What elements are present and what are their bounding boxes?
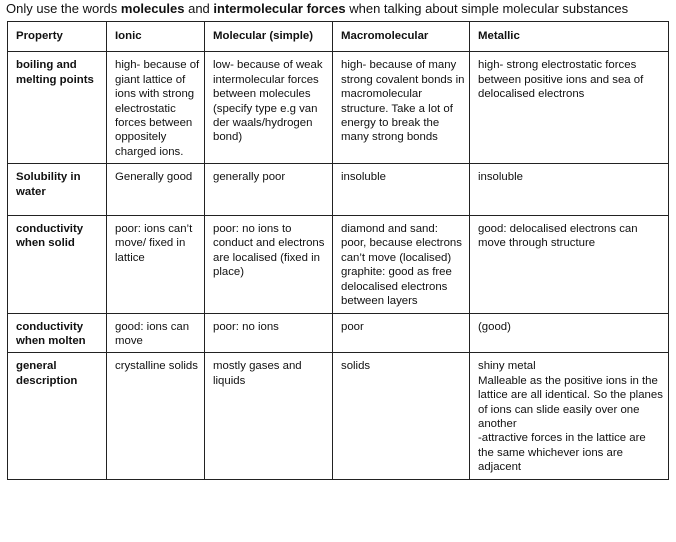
cell-molecular: low- because of weak intermolecular forces between molecules (specify type e.g van der waals/hydrogen bond) — [205, 52, 333, 164]
cell-metallic: high- strong electrostatic forces between positive ions and sea of delocalised electrons — [470, 52, 669, 164]
table-row — [8, 164, 669, 216]
cell-molecular: generally poor — [205, 164, 333, 216]
row-label: Solubility in water — [8, 164, 107, 216]
cell-ionic: Generally good — [107, 164, 205, 216]
cell-macromolecular: insoluble — [333, 164, 470, 216]
cell-metallic: (good) — [470, 313, 669, 353]
cell-molecular: poor: no ions — [205, 313, 333, 353]
table-row — [8, 216, 669, 313]
cell-macromolecular: poor — [333, 313, 470, 353]
cell-molecular: poor: no ions to conduct and electrons are localised (fixed in place) — [205, 216, 333, 313]
cell-metallic: good: delocalised electrons can move through structure — [470, 216, 669, 313]
intro-text-3: when talking about simple molecular substances — [345, 1, 629, 16]
row-label: conductivity when molten — [8, 313, 107, 353]
header-ionic: Ionic — [107, 22, 205, 52]
row-label: conductivity when solid — [8, 216, 107, 313]
row-label: boiling and melting points — [8, 52, 107, 164]
header-metallic: Metallic — [470, 22, 669, 52]
properties-table — [7, 21, 669, 480]
table-row — [8, 313, 669, 353]
header-property: Property — [8, 22, 107, 52]
header-molecular: Molecular (simple) — [205, 22, 333, 52]
row-label: general description — [8, 353, 107, 479]
intro-bold-molecules: molecules — [120, 1, 185, 16]
cell-line: -attractive forces in the lattice are the same whichever ions are adjacent — [478, 432, 646, 474]
cell-metallic — [470, 353, 669, 479]
cell-ionic: crystalline solids — [107, 353, 205, 479]
cell-molecular: mostly gases and liquids — [205, 353, 333, 479]
cell-macromolecular: high- because of many strong covalent bonds in macromolecular structure. Take a lot of energy to break the many strong bonds — [333, 52, 470, 164]
header-row — [8, 22, 669, 52]
cell-line: Malleable as the positive ions in the lattice are all identical. So the planes of ions can slide easily over one another — [478, 374, 663, 430]
intro-text-2: and — [184, 1, 214, 16]
intro-text-1: Only use the words — [6, 1, 121, 16]
cell-line: diamond and sand: poor, because electrons can’t move (localised) — [341, 223, 462, 264]
cell-line: graphite: good as free delocalised electrons between layers — [341, 266, 452, 308]
cell-macromolecular — [333, 216, 470, 313]
table-row — [8, 52, 669, 164]
cell-line: shiny metal — [478, 360, 536, 373]
header-macromolecular: Macromolecular — [333, 22, 470, 52]
intro-instruction — [6, 1, 628, 17]
intro-bold-intermolecular-forces: intermolecular forces — [213, 1, 346, 16]
cell-metallic: insoluble — [470, 164, 669, 216]
cell-macromolecular: solids — [333, 353, 470, 479]
cell-ionic: poor: ions can’t move/ fixed in lattice — [107, 216, 205, 313]
cell-ionic: good: ions can move — [107, 313, 205, 353]
table-row — [8, 353, 669, 479]
cell-ionic: high- because of giant lattice of ions with strong electrostatic forces between oppositely charged ions. — [107, 52, 205, 164]
